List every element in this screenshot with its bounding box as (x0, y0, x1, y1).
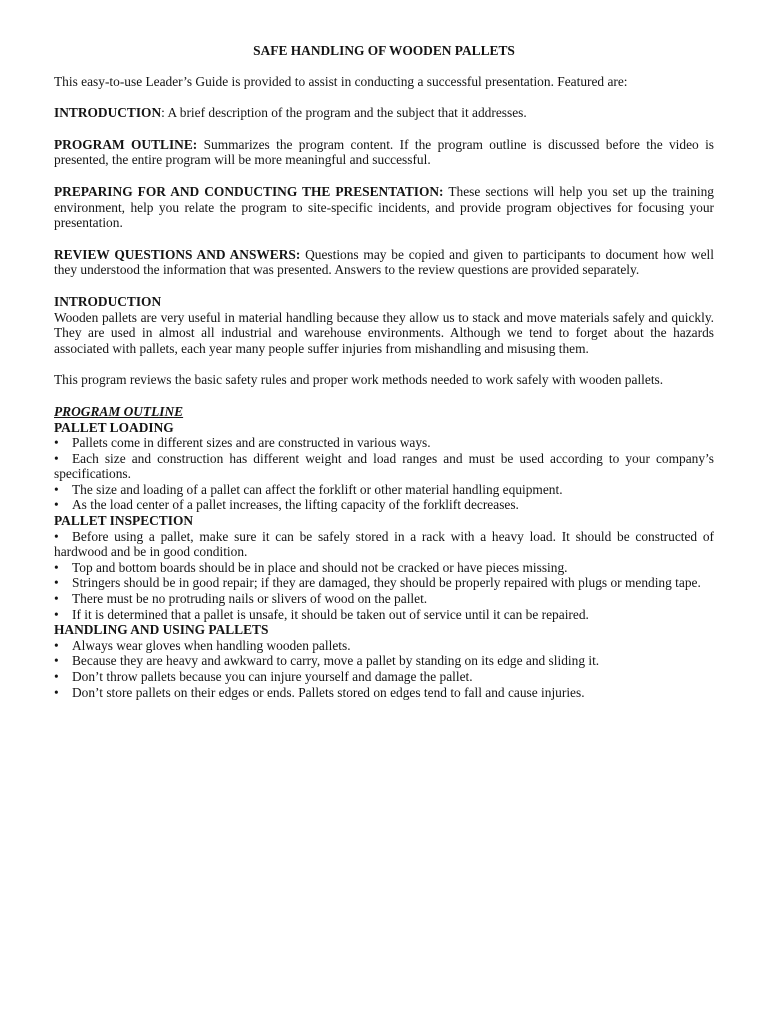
bullet-text: Before using a pallet, make sure it can be safely stored in a rack with a heavy load. It should be constructed of hardwood and be in good condition. (54, 528, 714, 560)
bullet-text: If it is determined that a pallet is unsafe, it should be taken out of service until it can be repaired. (72, 606, 589, 622)
bullet-item (54, 685, 714, 701)
bullet-text: Always wear gloves when handling wooden pallets. (72, 637, 351, 653)
section-heading-pallet-inspection (54, 513, 714, 529)
introduction-heading-text: INTRODUCTION (54, 293, 162, 309)
bullet-marker: • (54, 591, 59, 607)
feature-label: PROGRAM OUTLINE: (54, 136, 198, 152)
section-heading-handling-pallets (54, 622, 714, 638)
feature-text: Summarizes the program content. If the program outline is discussed before the video is presented, the entire program will be more meaningful and successful. (54, 136, 715, 168)
bullet-text: Stringers should be in good repair; if they are damaged, they should be properly repaired with plugs or mending tape. (72, 575, 701, 591)
intro-line: This easy-to-use Leader’s Guide is provided to assist in conducting a successful presentation. Featured are: (54, 73, 628, 89)
section-heading-text: PALLET INSPECTION (54, 513, 194, 529)
program-outline-heading-text: PROGRAM OUTLINE (54, 403, 184, 419)
bullet-marker: • (54, 435, 59, 451)
bullet-item (54, 451, 714, 482)
document-title: SAFE HANDLING OF WOODEN PALLETS (253, 43, 515, 58)
bullet-text: The size and loading of a pallet can affect the forklift or other material handling equipment. (72, 481, 563, 497)
feature-label: INTRODUCTION (54, 105, 162, 121)
bullet-item (54, 435, 714, 451)
bullet-text: Don’t store pallets on their edges or ends. Pallets stored on edges tend to fall and cause injuries. (72, 684, 585, 700)
bullet-text: Each size and construction has different weight and load ranges and must be used according to your company’s specifications. (54, 450, 714, 482)
feature-label: PREPARING FOR AND CONDUCTING THE PRESENTATION: (54, 183, 444, 199)
bullet-marker: • (54, 497, 59, 513)
feature-program-outline (54, 137, 714, 168)
bullet-item (54, 560, 714, 576)
document-page (54, 43, 714, 700)
bullet-item (54, 575, 714, 591)
bullet-marker: • (54, 575, 59, 591)
feature-text: A brief description of the program and the subject that it addresses. (164, 105, 527, 121)
bullet-marker: • (54, 669, 59, 684)
bullet-marker: • (54, 684, 59, 700)
bullet-text: Don’t throw pallets because you can injure yourself and damage the pallet. (72, 669, 473, 684)
bullet-item (54, 653, 714, 669)
bullet-item (54, 638, 714, 654)
bullet-item (54, 669, 714, 685)
program-outline-heading (54, 404, 714, 420)
section-heading-text: HANDLING AND USING PALLETS (54, 622, 269, 638)
bullet-marker: • (54, 450, 59, 466)
bullet-item (54, 497, 714, 513)
section-heading-pallet-loading (54, 420, 714, 436)
section-heading-text: PALLET LOADING (54, 419, 174, 435)
feature-text: These sections will help you set up the training environment, help you relate the program to site-specific incidents, and provide program objectives for focusing your presentation. (54, 183, 714, 231)
bullet-text: As the load center of a pallet increases, the lifting capacity of the forklift decreases. (72, 497, 519, 513)
bullet-item (54, 482, 714, 498)
bullet-marker: • (54, 653, 59, 669)
feature-sep: : (161, 105, 165, 121)
feature-preparing (54, 184, 714, 231)
bullet-text: Because they are heavy and awkward to carry, move a pallet by standing on its edge and sliding it. (72, 653, 600, 669)
bullet-text: Pallets come in different sizes and are constructed in various ways. (72, 435, 431, 451)
introduction-heading (54, 294, 714, 310)
feature-introduction (54, 105, 714, 121)
bullet-marker: • (54, 559, 59, 575)
bullet-marker: • (54, 637, 59, 653)
feature-review-questions (54, 247, 714, 278)
introduction-paragraph-2: This program reviews the basic safety rules and proper work methods needed to work safely with wooden pallets. (54, 372, 664, 388)
bullet-marker: • (54, 528, 59, 544)
bullet-marker: • (54, 606, 59, 622)
feature-label: REVIEW QUESTIONS AND ANSWERS: (54, 246, 301, 262)
bullet-item (54, 529, 714, 560)
bullet-marker: • (54, 481, 59, 497)
bullet-text: There must be no protruding nails or slivers of wood on the pallet. (72, 591, 428, 607)
bullet-text: Top and bottom boards should be in place and should not be cracked or have pieces missing. (72, 559, 568, 575)
bullet-item (54, 607, 714, 623)
feature-text: Questions may be copied and given to participants to document how well they understood the information that was presented. Answers to the review questions are provided separately. (54, 246, 714, 278)
bullet-item (54, 591, 714, 607)
introduction-paragraph-1: Wooden pallets are very useful in material handling because they allow us to stack and move materials safely and quickly. They are used in almost all industrial and warehouse environments. Although we tend to forget about the hazards associated with pallets, each year many people suffer injuries from mishandling and misusing them. (54, 309, 714, 356)
